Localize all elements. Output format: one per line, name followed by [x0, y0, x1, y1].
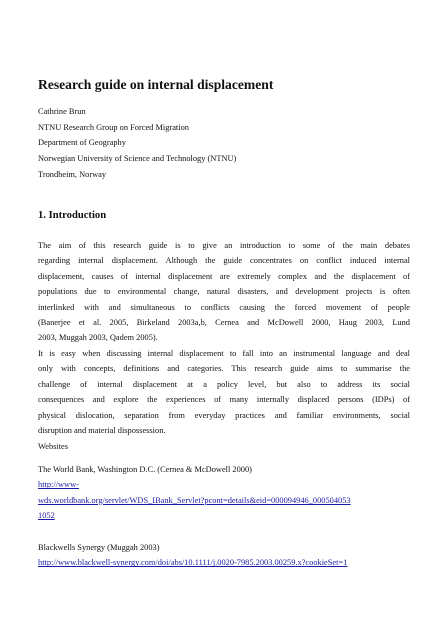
intro-paragraph-2 [38, 346, 410, 438]
intro-paragraph-1 [38, 238, 410, 346]
website-reference [38, 540, 347, 571]
paragraph-line: interlinked with and simultaneous to conflicts causing the forced movement of people [38, 302, 410, 312]
paragraph-line: consequences and explore the experiences of many internally displaced persons (IDPs) of [38, 395, 410, 405]
author-university: Norwegian University of Science and Technology (NTNU) [38, 154, 237, 164]
paragraph-line: challenge of internal displacement at a policy level, but also to address its social [38, 379, 410, 389]
author-block [38, 104, 236, 183]
paragraph-line: only with concepts, definitions and categories. This research guide aims to summarise the [38, 364, 410, 374]
paragraph-line: regarding internal displacement. Although the guide concentrates on conflict induced internal [38, 256, 410, 266]
paragraph-line: The aim of this research guide is to give an introduction to some of the main debates [38, 241, 410, 250]
paragraph-line: It is easy when discussing internal displacement to fall into an instrumental language and deal [38, 349, 410, 358]
paragraph-line: (Banerjee et al. 2005, Birkeland 2003a,b, Cernea and McDowell 2000, Haug 2003, Lund [38, 318, 410, 328]
paragraph-line: physical dislocation, separation from everyday practices and familiar environments, social [38, 410, 410, 420]
website-link[interactable]: http://www.blackwell-synergy.com/doi/abs/10.1111/j.0020-7985.2003.00259.x?cookieSet=1 [38, 558, 348, 568]
author-name: Cathrine Brun [38, 107, 86, 116]
author-location: Trondheim, Norway [38, 169, 107, 179]
websites-label: Websites [38, 442, 69, 451]
website-title: Blackwells Synergy (Muggah 2003) [38, 543, 160, 552]
section-heading: 1. Introduction [38, 210, 107, 221]
website-link[interactable]: 1052 [38, 511, 55, 521]
paragraph-line: displacement, causes of internal displacement are extremely complex and the displacement of [38, 271, 410, 281]
paragraph-line: disruption and material dispossession. [38, 426, 166, 436]
website-reference [38, 462, 351, 524]
website-link[interactable]: wds.worldbank.org/servlet/WDS_IBank_Servlet?pcont=details&eid=000094946_000504053 [38, 495, 351, 505]
paragraph-line: 2003, Muggah 2003, Qadem 2005). [38, 333, 158, 343]
document-title: Research guide on internal displacement [38, 77, 274, 92]
website-link[interactable]: http://www- [38, 480, 79, 490]
author-group: NTNU Research Group on Forced Migration [38, 122, 189, 132]
author-department: Department of Geography [38, 138, 126, 148]
paragraph-line: populations due to environmental change, natural disasters, and development projects is often [38, 287, 410, 297]
website-title: The World Bank, Washington D.C. (Cernea & McDowell 2000) [38, 465, 252, 474]
